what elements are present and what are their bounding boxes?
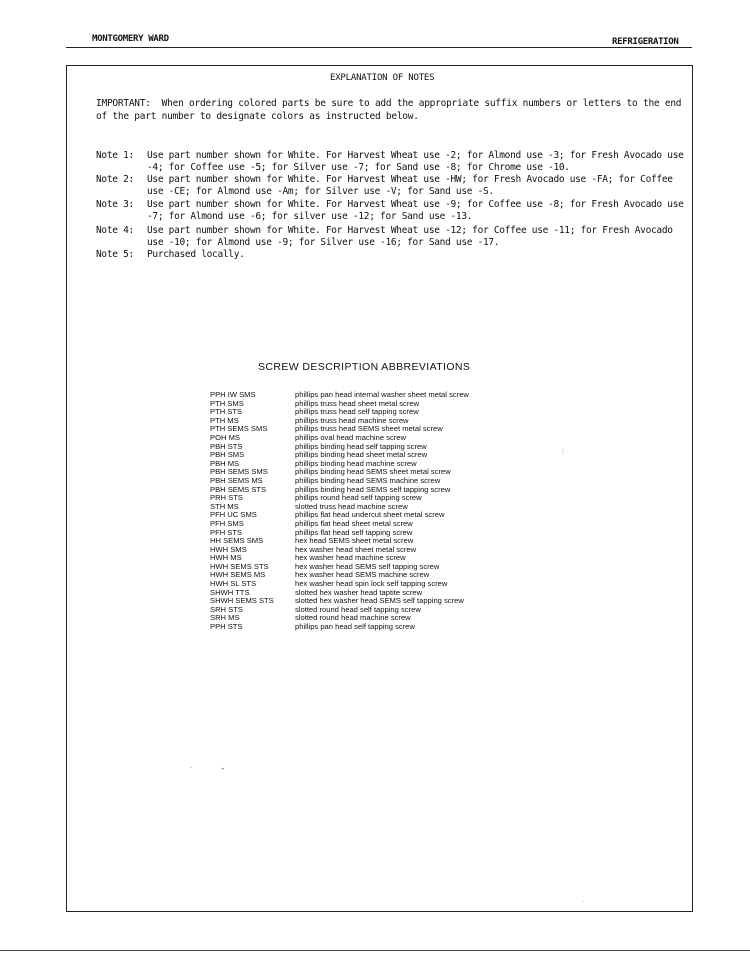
abbreviation-desc: phillips binding head SEMS machine screw [295,475,441,485]
note-label: Note 2: [96,174,134,185]
abbreviation-desc: slotted truss head machine screw [295,501,408,511]
scan-speck: • [221,766,225,773]
abbreviation-desc: hex washer head SEMS self tapping screw [295,561,440,571]
note-text: Use part number shown for White. For Harvest Wheat use -12; for Coffee use -11; for Fresh Avocado use -10; for Almond use -9; for Silver use -16; for Sand use -17. [147,225,673,248]
abbreviation-desc: phillips binding head sheet metal screw [295,450,428,460]
note-label: Note 3: [96,199,134,210]
important-label: IMPORTANT: [96,98,151,109]
note-2 [96,174,686,198]
abbreviation-code: PBH SEMS STS [210,484,267,494]
abbreviation-desc: phillips truss head machine screw [295,415,409,425]
abbreviation-desc: phillips binding head self tapping screw [295,441,427,451]
abbreviation-desc: phillips binding head SEMS sheet metal screw [295,467,451,477]
abbreviation-desc: phillips flat head undercut sheet metal screw [295,510,445,520]
abbreviation-code: PBH SMS [210,450,245,460]
abbreviation-desc: slotted round head machine screw [295,613,411,623]
abbreviation-desc: phillips round head self tapping screw [295,493,422,503]
scan-speck: · [582,899,584,906]
note-text: Use part number shown for White. For Harvest Wheat use -HW; for Fresh Avocado use -FA; for Coffee use -CE; for Almond use -Am; for Silver use -V; for Sand use -S. [147,174,673,197]
abbreviation-code: HWH SEMS MS [210,570,266,580]
abbreviation-desc: phillips oval head machine screw [295,432,407,442]
abbreviation-code: PRH STS [210,493,243,503]
abbreviation-desc: phillips truss head sheet metal screw [295,398,420,408]
notes-title: EXPLANATION OF NOTES [330,73,435,83]
abbreviation-desc: hex washer head spin lock self tapping screw [295,579,448,589]
abbreviation-desc: slotted hex washer head taptite screw [295,587,423,597]
note-text: Purchased locally. [147,249,245,260]
abbreviation-code: PBH STS [210,441,243,451]
note-3 [96,199,686,223]
page-bottom-edge [0,950,750,951]
abbreviation-desc: slotted hex washer head SEMS self tapping screw [295,596,464,606]
abbreviation-desc: phillips flat head self tapping screw [295,527,413,537]
important-paragraph [96,97,686,123]
note-4 [96,225,686,249]
abbreviations-title: SCREW DESCRIPTION ABBREVIATIONS [258,361,471,373]
abbreviation-desc: phillips pan head internal washer sheet metal screw [295,390,469,399]
abbreviation-code: PBH MS [210,458,240,468]
abbreviation-code: SHWH TTS [210,587,250,597]
abbreviation-code: HWH SMS [210,544,247,554]
header-rule [66,47,692,48]
abbreviation-desc: phillips truss head self tapping screw [295,407,419,417]
abbreviation-code: PFH UC SMS [210,510,257,520]
abbreviations-list [210,391,469,632]
abbreviation-code: PTH SEMS SMS [210,424,268,434]
abbreviation-desc: hex washer head machine screw [295,553,406,563]
header-brand: MONTGOMERY WARD [92,34,169,44]
note-text: Use part number shown for White. For Harvest Wheat use -2; for Almond use -3; for Fresh Avocado use -4; for Coffee use -5; for Silver use -7; for Sand use -8; for Chrome use -10. [147,150,684,173]
abbreviation-code: PBH SEMS MS [210,475,263,485]
abbreviation-code: PPH IW SMS [210,390,256,399]
abbreviation-code: SRH STS [210,604,243,614]
important-text: When ordering colored parts be sure to add the appropriate suffix numbers or letters to the end of the part number to designate colors as instructed below. [96,98,682,122]
abbreviation-code: PFH STS [210,527,243,537]
note-1 [96,150,686,174]
abbreviation-desc: hex washer head sheet metal screw [295,544,417,554]
note-label: Note 1: [96,150,134,161]
note-5 [96,249,686,261]
abbreviation-code: PTH SMS [210,398,244,408]
abbreviation-desc: phillips pan head self tapping screw [295,622,415,632]
abbreviation-code: STH MS [210,501,239,511]
abbreviation-code: HWH MS [210,553,242,563]
note-label: Note 4: [96,225,134,236]
abbreviation-code: PFH SMS [210,518,244,528]
abbreviation-desc: hex head SEMS sheet metal screw [295,536,414,546]
abbreviation-code: PBH SEMS SMS [210,467,268,477]
abbreviation-code: POH MS [210,432,240,442]
scan-speck: ‘ [190,766,192,773]
abbreviation-code: PTH MS [210,415,239,425]
abbreviation-code: SRH MS [210,613,240,623]
abbreviation-desc: slotted round head self tapping screw [295,604,421,614]
abbreviation-desc: phillips flat head sheet metal screw [295,518,413,528]
note-text: Use part number shown for White. For Harvest Wheat use -9; for Coffee use -8; for Fresh Avocado use -7; for Almond use -6; for silver use -12; for Sand use -13. [147,199,684,222]
header-section: REFRIGERATION [612,37,679,47]
abbreviation-code: SHWH SEMS STS [210,596,274,606]
abbreviation-code: HWH SEMS STS [210,561,269,571]
abbreviation-desc: phillips binding head machine screw [295,458,417,468]
abbreviation-code: HWH SL STS [210,579,257,589]
abbreviation-desc: phillips truss head SEMS sheet metal screw [295,424,443,434]
scan-speck: ⋮ [560,448,566,455]
abbreviation-desc: phillips binding head SEMS self tapping screw [295,484,451,494]
note-label: Note 5: [96,249,134,260]
abbreviation-code: PTH STS [210,407,243,417]
abbreviation-desc: hex washer head SEMS machine screw [295,570,430,580]
abbreviation-row [210,623,469,632]
abbreviation-code: PPH STS [210,622,243,632]
abbreviation-code: HH SEMS SMS [210,536,264,546]
